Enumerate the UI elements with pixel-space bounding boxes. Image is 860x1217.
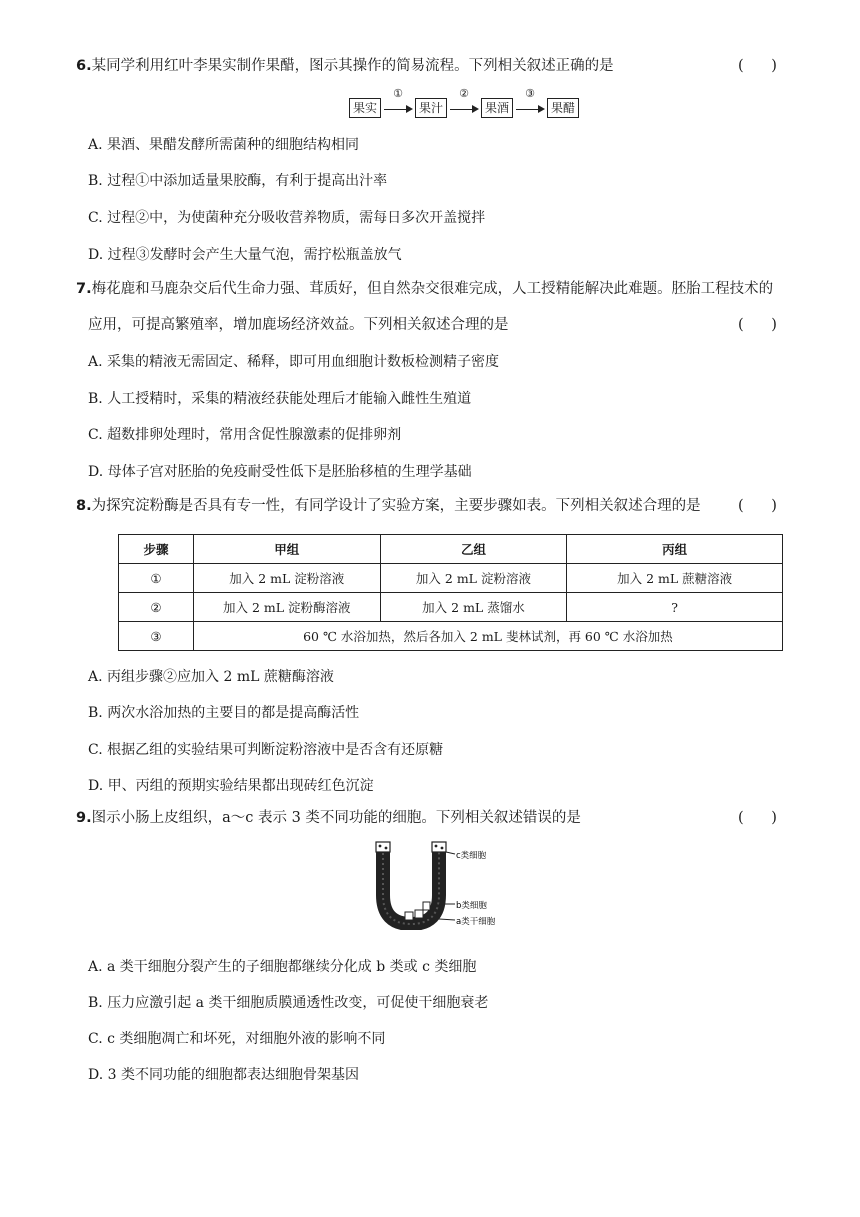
label-b-cell: b类细胞 [456,901,487,911]
q8-stem-text: 为探究淀粉酶是否具有专一性，有同学设计了实验方案，主要步骤如表。下列相关叙述合理的是 [91,498,701,514]
q8-experiment-table [118,534,783,651]
header-group-a: 甲组 [193,535,380,564]
q7-option-d: D. 母体子宫对胚胎的免疫耐受性低下是胚胎移植的生理学基础 [88,464,472,480]
q9-answer-paren: ( ) [738,810,777,826]
table-cell: ③ [119,622,194,651]
flow-arrow-2 [448,87,480,118]
flow-step-3: ③ [525,87,535,100]
q7-option-c: C. 超数排卵处理时，常用含促性腺激素的促排卵剂 [88,427,402,443]
flow-box-vinegar: 果醋 [547,98,579,118]
table-cell: 加入 2 mL 蔗糖溶液 [567,564,783,593]
q6-stem-text: 某同学利用红叶李果实制作果醋，图示其操作的简易流程。下列相关叙述正确的是 [91,58,614,74]
table-header-row [119,535,783,564]
q9-stem [76,808,581,828]
q8-stem [76,496,701,516]
q9-option-d: D. 3 类不同功能的细胞都表达细胞骨架基因 [88,1067,359,1083]
table-row [119,564,783,593]
header-step: 步骤 [119,535,194,564]
q8-option-a: A. 丙组步骤②应加入 2 mL 蔗糖酶溶液 [88,669,334,685]
flow-arrow-3 [514,87,546,118]
q9-option-a: A. a 类干细胞分裂产生的子细胞都继续分化成 b 类或 c 类细胞 [88,959,477,975]
table-cell: ② [119,593,194,622]
q6-option-c: C. 过程②中，为使菌种充分吸收营养物质，需每日多次开盖搅拌 [88,210,486,226]
q7-stem-line2: 应用，可提高繁殖率，增加鹿场经济效益。下列相关叙述合理的是 [88,317,509,333]
table-cell: ① [119,564,194,593]
q8-option-b: B. 两次水浴加热的主要目的都是提高酶活性 [88,705,360,721]
q8-option-d: D. 甲、丙组的预期实验结果都出现砖红色沉淀 [88,778,374,794]
q6-number: 6. [76,58,92,74]
q6-answer-paren: ( ) [738,58,777,74]
q7-answer-paren: ( ) [738,317,777,333]
table-cell: 加入 2 mL 淀粉酶溶液 [193,593,380,622]
q6-flow-diagram [349,87,579,118]
q7-stem-line1 [76,279,773,299]
q7-stem-text-1: 梅花鹿和马鹿杂交后代生命力强、茸质好，但自然杂交很难完成，人工授精能解决此难题。胚胎工程技术的 [91,281,774,297]
q6-stem [76,56,614,76]
label-a-stem-cell: a类干细胞 [456,917,496,927]
q6-option-b: B. 过程①中添加适量果胶酶，有利于提高出汁率 [88,173,388,189]
flow-box-juice: 果汁 [415,98,447,118]
flow-box-fruit: 果实 [349,98,381,118]
q9-option-b: B. 压力应激引起 a 类干细胞质膜通透性改变，可促使干细胞衰老 [88,995,489,1011]
q6-option-d: D. 过程③发酵时会产生大量气泡，需拧松瓶盖放气 [88,247,402,263]
table-cell: 加入 2 mL 蒸馏水 [380,593,567,622]
table-row [119,593,783,622]
q9-option-c: C. c 类细胞凋亡和坏死，对细胞外液的影响不同 [88,1031,386,1047]
q9-number: 9. [76,810,92,826]
flow-step-2: ② [459,87,469,100]
flow-step-1: ① [393,87,403,100]
q8-answer-paren: ( ) [738,498,777,514]
table-cell: 加入 2 mL 淀粉溶液 [193,564,380,593]
q7-option-b: B. 人工授精时，采集的精液经获能处理后才能输入雌性生殖道 [88,391,472,407]
label-c-cell: c类细胞 [456,851,487,861]
table-cell-merged: 60 ℃ 水浴加热，然后各加入 2 mL 斐林试剂，再 60 ℃ 水浴加热 [193,622,782,651]
q9-stem-text: 图示小肠上皮组织，a～c 表示 3 类不同功能的细胞。下列相关叙述错误的是 [91,810,581,826]
q9-intestinal-epithelium-figure [375,840,505,930]
q8-option-c: C. 根据乙组的实验结果可判断淀粉溶液中是否含有还原糖 [88,742,444,758]
flow-arrow-1 [382,87,414,118]
q8-number: 8. [76,498,92,514]
table-cell: ? [567,593,783,622]
flow-box-wine: 果酒 [481,98,513,118]
header-group-b: 乙组 [380,535,567,564]
q7-option-a: A. 采集的精液无需固定、稀释，即可用血细胞计数板检测精子密度 [88,354,500,370]
villus-diagram [375,840,505,930]
table-cell: 加入 2 mL 淀粉溶液 [380,564,567,593]
q7-number: 7. [76,281,92,297]
table-row [119,622,783,651]
header-group-c: 丙组 [567,535,783,564]
q6-option-a: A. 果酒、果醋发酵所需菌种的细胞结构相同 [88,137,360,153]
